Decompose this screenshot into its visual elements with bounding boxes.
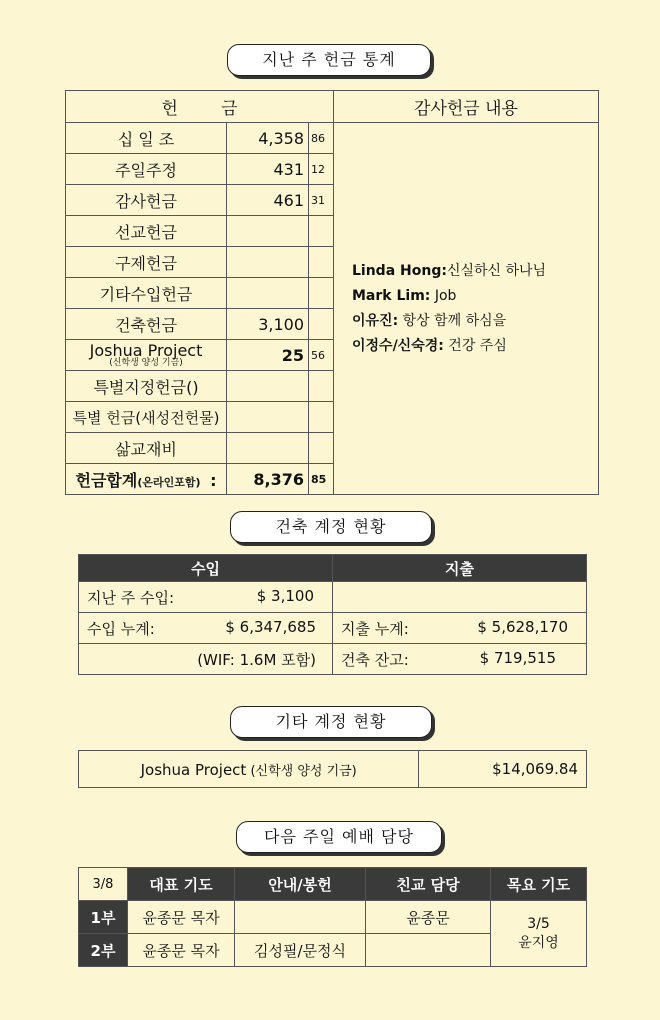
thanks-header: 감사헌금 내용 — [334, 91, 599, 123]
row-label: 특별지정헌금() — [66, 371, 227, 402]
total-amount: 8,376 — [227, 464, 309, 495]
cash-stats-table — [65, 90, 599, 495]
date-cell: 3/8 — [79, 868, 128, 901]
wif-note: (WIF: 1.6M 포함) — [79, 644, 333, 675]
last-week-income: 지난 주 수입: $ 3,100 — [79, 582, 333, 613]
row-amount: 3,100 — [227, 309, 309, 340]
col-header: 목요 기도 — [491, 868, 587, 901]
row-cents — [309, 216, 334, 247]
row-amount — [227, 433, 309, 464]
list-item: 이정수/신숙경: 건강 주심 — [352, 337, 507, 354]
row-label: 건축헌금 — [66, 309, 227, 340]
row-label: 감사헌금 — [66, 185, 227, 216]
col-header: 안내/봉헌 — [235, 868, 366, 901]
row-amount — [227, 371, 309, 402]
cash-header: 헌 금 — [66, 91, 334, 123]
prayer-cell: 윤종문 목자 — [128, 934, 235, 967]
row-amount — [227, 278, 309, 309]
list-item: Linda Hong:신실하신 하나님 — [352, 262, 547, 279]
building-title: 건축 계정 현황 — [230, 511, 432, 543]
row-label: 주일주정 — [66, 154, 227, 185]
list-item: 이유진: 항상 함께 하심을 — [352, 312, 507, 329]
row-cents — [309, 247, 334, 278]
row-amount: 431 — [227, 154, 309, 185]
row-amount: 4,358 — [227, 123, 309, 154]
row-label: 구제헌금 — [66, 247, 227, 278]
row-cents — [309, 433, 334, 464]
joshua-project-value: $14,069.84 — [419, 751, 587, 788]
table-row — [66, 123, 599, 154]
fellowship-cell — [366, 934, 491, 967]
building-table — [78, 554, 587, 675]
other-accounts-table — [78, 750, 587, 788]
row-cents: 31 — [309, 185, 334, 216]
row-amount — [227, 216, 309, 247]
table-row — [79, 582, 587, 613]
table-row — [79, 644, 587, 675]
expense-total: 지출 누계: $ 5,628,170 — [333, 613, 587, 644]
row-amount: 25 — [227, 340, 309, 371]
row-cents — [309, 278, 334, 309]
usher-cell: 김성필/문정식 — [235, 934, 366, 967]
fellowship-cell: 윤종문 — [366, 901, 491, 934]
income-total: 수입 누계: $ 6,347,685 — [79, 613, 333, 644]
row-amount: 461 — [227, 185, 309, 216]
next-week-table — [78, 867, 587, 967]
other-accounts-title: 기타 계정 현황 — [230, 706, 432, 738]
row-cents: 86 — [309, 123, 334, 154]
row-label: 선교헌금 — [66, 216, 227, 247]
expense-header: 지출 — [333, 555, 587, 582]
table-row — [79, 613, 587, 644]
prayer-cell: 윤종문 목자 — [128, 901, 235, 934]
row-label: 기타수입헌금 — [66, 278, 227, 309]
row-label: 십 일 조 — [66, 123, 227, 154]
service-label: 1부 — [79, 901, 128, 934]
list-item: Mark Lim: Job — [352, 287, 457, 304]
row-cents: 12 — [309, 154, 334, 185]
row-label: 삶교재비 — [66, 433, 227, 464]
row-label: Joshua Project (신학생 양성 기금) — [66, 340, 227, 371]
service-label: 2부 — [79, 934, 128, 967]
row-cents — [309, 402, 334, 433]
row-amount — [227, 402, 309, 433]
thanks-notes — [334, 123, 599, 495]
row-cents — [309, 371, 334, 402]
usher-cell — [235, 901, 366, 934]
col-header: 친교 담당 — [366, 868, 491, 901]
income-header: 수입 — [79, 555, 333, 582]
cash-stats-title: 지난 주 헌금 통계 — [227, 44, 431, 76]
total-cents: 85 — [309, 464, 334, 495]
table-row — [79, 901, 587, 934]
row-label: 특별 헌금(새성전헌물) — [66, 402, 227, 433]
thursday-prayer-cell: 3/5 윤지영 — [491, 901, 587, 967]
table-row — [79, 751, 587, 788]
col-header: 대표 기도 — [128, 868, 235, 901]
next-week-title: 다음 주일 예배 담당 — [236, 821, 442, 853]
row-amount — [227, 247, 309, 278]
empty-cell — [333, 582, 587, 613]
joshua-project-label: Joshua Project (신학생 양성 기금) — [79, 751, 419, 788]
building-balance: 건축 잔고: $ 719,515 — [333, 644, 587, 675]
row-cents — [309, 309, 334, 340]
row-cents: 56 — [309, 340, 334, 371]
total-label: 헌금합계(온라인포함) : — [66, 464, 227, 495]
